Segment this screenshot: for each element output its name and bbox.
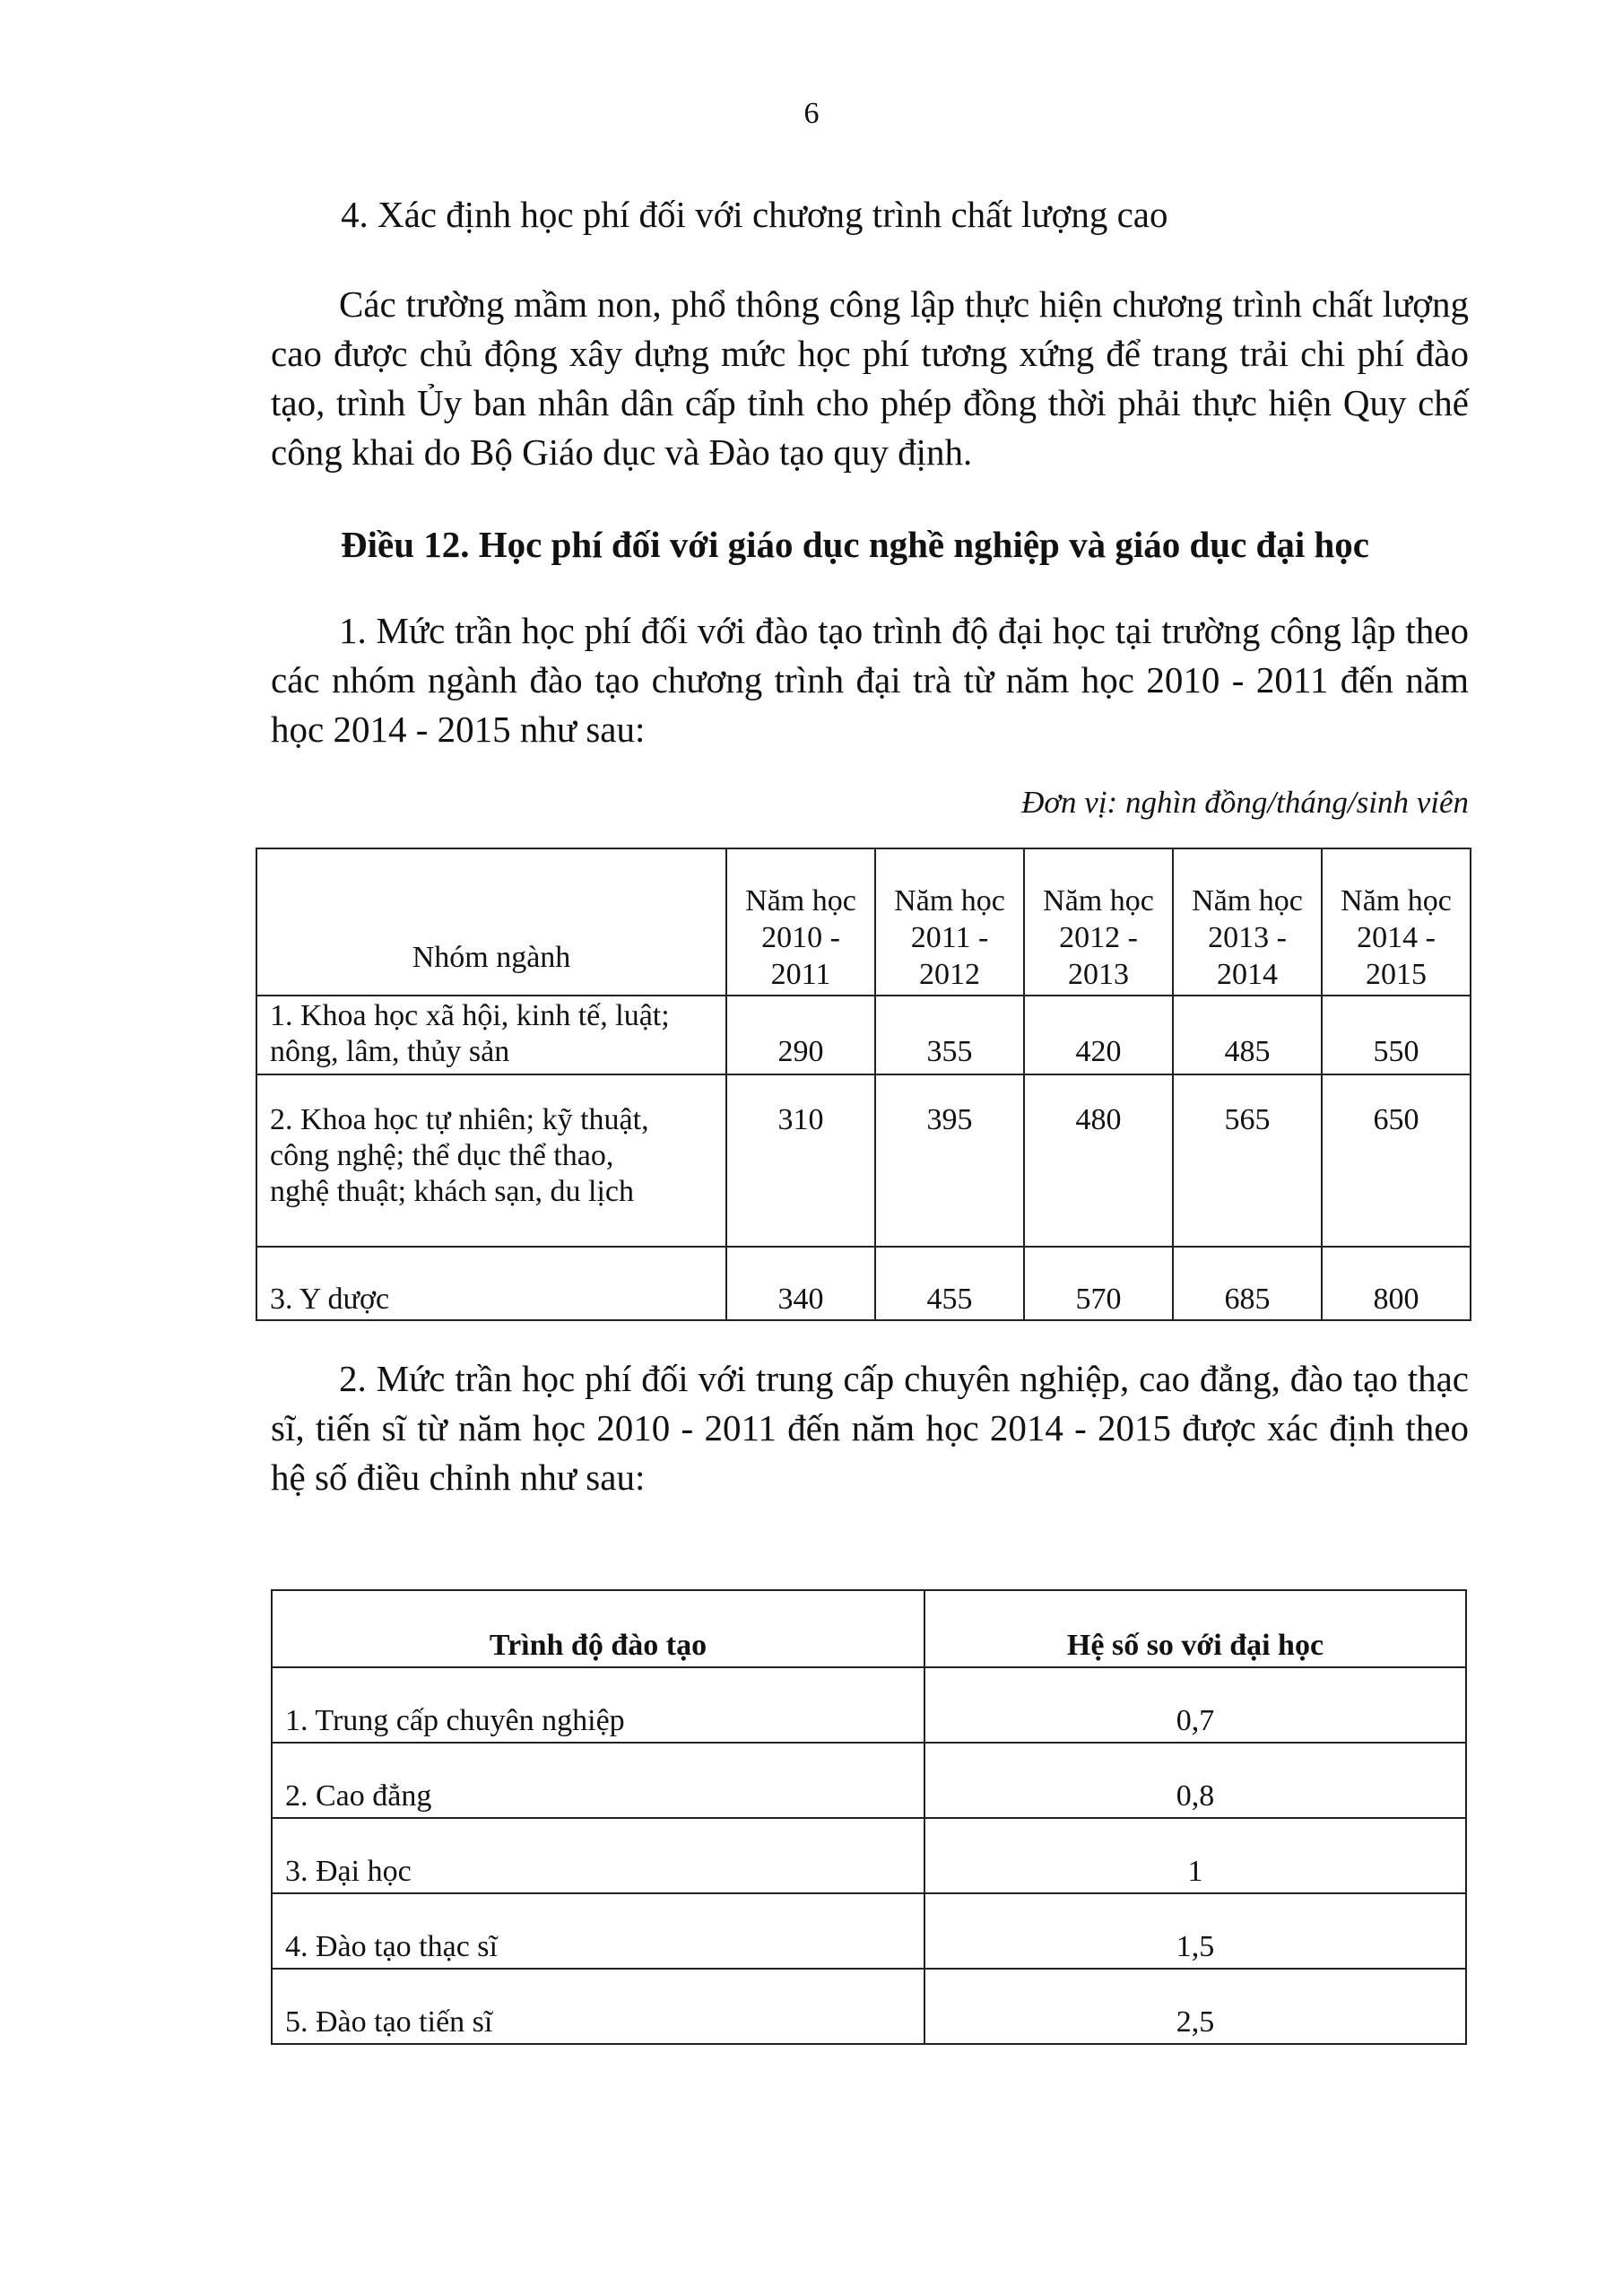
fee-cell: 290 — [726, 996, 875, 1074]
coefficient-cell: 0,7 — [924, 1667, 1466, 1743]
table-row — [256, 996, 1471, 1074]
coefficient-cell: 2,5 — [924, 1969, 1466, 2044]
group-header: Nhóm ngành — [256, 848, 726, 996]
unit-note: Đơn vị: nghìn đồng/tháng/sinh viên — [1021, 785, 1469, 820]
table-row — [272, 1818, 1466, 1893]
group-name-cell: 3. Y dược — [256, 1247, 726, 1320]
clause-2-text: 2. Mức trần học phí đối với trung cấp chuyên nghiệp, cao đẳng, đào tạo thạc sĩ, tiến sĩ từ năm học 2010 - 2011 đến năm học 2014 - 2015 được xác định theo hệ số điều chỉnh như sau: — [271, 1358, 1469, 1498]
page-number: 6 — [803, 97, 820, 130]
tuition-fee-table — [256, 848, 1471, 1321]
fee-cell: 455 — [875, 1247, 1024, 1320]
year-header: Năm học 2011 - 2012 — [875, 848, 1024, 996]
table-row — [256, 1247, 1471, 1320]
year-header: Năm học 2010 - 2011 — [726, 848, 875, 996]
fee-cell: 420 — [1024, 996, 1173, 1074]
fee-table-header-row — [256, 848, 1471, 996]
clause-2-paragraph — [271, 1354, 1469, 1502]
section-4-paragraph — [271, 280, 1469, 477]
level-cell: 3. Đại học — [272, 1818, 924, 1893]
fee-cell: 685 — [1173, 1247, 1322, 1320]
fee-cell: 550 — [1322, 996, 1471, 1074]
level-cell: 1. Trung cấp chuyên nghiệp — [272, 1667, 924, 1743]
coefficient-cell: 0,8 — [924, 1743, 1466, 1818]
coef-table-header-row — [272, 1590, 1466, 1667]
fee-cell: 565 — [1173, 1074, 1322, 1247]
year-header: Năm học 2014 - 2015 — [1322, 848, 1471, 996]
fee-cell: 800 — [1322, 1247, 1471, 1320]
table-row — [272, 1893, 1466, 1969]
coefficient-cell: 1,5 — [924, 1893, 1466, 1969]
coefficient-table — [271, 1589, 1467, 2045]
level-cell: 4. Đào tạo thạc sĩ — [272, 1893, 924, 1969]
level-header: Trình độ đào tạo — [272, 1590, 924, 1667]
table-row — [256, 1074, 1471, 1247]
coefficient-cell: 1 — [924, 1818, 1466, 1893]
section-4-paragraph-text: Các trường mầm non, phổ thông công lập thực hiện chương trình chất lượng cao được chủ động xây dựng mức học phí tương xứng để trang trải chi phí đào tạo, trình Ủy ban nhân dân cấp tỉnh cho phép đồng thời phải thực hiện Quy chế công khai do Bộ Giáo dục và Đào tạo quy định. — [271, 283, 1469, 473]
clause-1-paragraph — [271, 606, 1469, 754]
fee-cell: 340 — [726, 1247, 875, 1320]
fee-cell: 570 — [1024, 1247, 1173, 1320]
level-cell: 5. Đào tạo tiến sĩ — [272, 1969, 924, 2044]
coefficient-header: Hệ số so với đại học — [924, 1590, 1466, 1667]
table-row — [272, 1969, 1466, 2044]
year-header: Năm học 2012 - 2013 — [1024, 848, 1173, 996]
fee-cell: 480 — [1024, 1074, 1173, 1247]
group-name-cell: 2. Khoa học tự nhiên; kỹ thuật, công nghệ; thể dục thể thao, nghệ thuật; khách sạn, du lịch — [256, 1074, 726, 1247]
fee-cell: 395 — [875, 1074, 1024, 1247]
table-row — [272, 1667, 1466, 1743]
level-cell: 2. Cao đẳng — [272, 1743, 924, 1818]
clause-1-text: 1. Mức trần học phí đối với đào tạo trình độ đại học tại trường công lập theo các nhóm ngành đào tạo chương trình đại trà từ năm học 2010 - 2011 đến năm học 2014 - 2015 như sau: — [271, 610, 1469, 750]
article-12-title: Điều 12. Học phí đối với giáo dục nghề nghiệp và giáo dục đại học — [341, 524, 1369, 565]
year-header: Năm học 2013 - 2014 — [1173, 848, 1322, 996]
table-row — [272, 1743, 1466, 1818]
group-name-cell: 1. Khoa học xã hội, kinh tế, luật; nông, lâm, thủy sản — [256, 996, 726, 1074]
fee-cell: 310 — [726, 1074, 875, 1247]
section-4-heading: 4. Xác định học phí đối với chương trình chất lượng cao — [341, 194, 1168, 235]
fee-cell: 355 — [875, 996, 1024, 1074]
fee-cell: 650 — [1322, 1074, 1471, 1247]
fee-cell: 485 — [1173, 996, 1322, 1074]
